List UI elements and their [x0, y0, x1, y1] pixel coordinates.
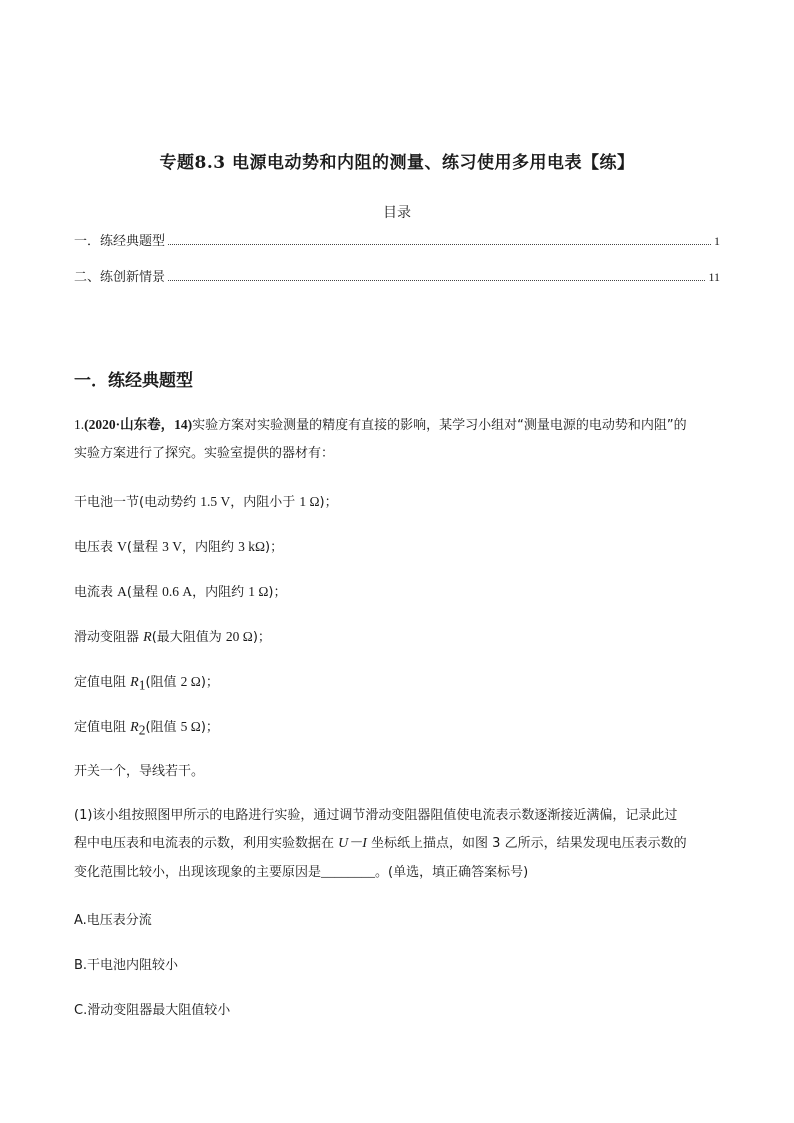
- symbol: V: [117, 539, 127, 554]
- text: 干电池一节(电动势约: [74, 495, 201, 510]
- toc-leader-dots: [168, 234, 711, 245]
- text: 电压表: [74, 540, 118, 555]
- section-heading: 一．练经典题型: [74, 371, 193, 391]
- toc-item-1[interactable]: [74, 230, 720, 249]
- question-part1: [74, 802, 724, 887]
- text: 定值电阻: [74, 675, 131, 690]
- text: )；: [200, 675, 219, 690]
- text: )；: [200, 720, 219, 735]
- material-resistor1: [74, 668, 724, 700]
- symbol: A: [117, 584, 127, 599]
- part1-line2: 程中电压表和电流表的示数，利用实验数据在: [74, 836, 339, 851]
- question-intro-line1: 实验方案对实验测量的精度有直接的影响，某学习小组对“测量电源的电动势和内阻”的: [192, 418, 687, 433]
- option-a[interactable]: A.电压表分流: [74, 913, 152, 928]
- text: (最大阻值为: [151, 630, 226, 645]
- toc-heading: 目录: [383, 205, 411, 221]
- material-resistor2: [74, 713, 724, 745]
- material-voltmeter: [74, 533, 724, 562]
- part1-line3: 变化范围比较小，出现该现象的主要原因是: [74, 865, 322, 880]
- text: )；: [252, 630, 271, 645]
- value: 3 kΩ: [238, 539, 266, 554]
- symbol: R: [143, 630, 152, 645]
- value: 5 Ω: [180, 719, 201, 734]
- text: )；: [319, 495, 338, 510]
- text: 定值电阻: [74, 720, 131, 735]
- symbol: R: [130, 675, 139, 690]
- answer-blank[interactable]: ________: [321, 864, 376, 879]
- part1-line1: (1)该小组按照图甲所示的电路进行实验，通过调节滑动变阻器阻值使电流表示数逐渐接近满偏，记录此过: [74, 808, 678, 823]
- subscript: 1: [138, 677, 146, 693]
- text: )；: [265, 540, 284, 555]
- value: 1.5 V: [200, 494, 231, 509]
- value: 0.6 A: [162, 584, 193, 599]
- text: (阻值: [145, 720, 181, 735]
- material-switch: 开关一个，导线若干。: [74, 764, 205, 779]
- text: ，内阻约: [192, 585, 249, 600]
- toc-item-page: 11: [708, 270, 720, 284]
- text: ，内阻小于: [230, 495, 300, 510]
- symbol: R: [130, 720, 139, 735]
- question-intro: [74, 411, 724, 468]
- material-rheostat: [74, 623, 724, 652]
- value: 1 Ω: [248, 584, 269, 599]
- text: (阻值: [145, 675, 181, 690]
- text: (量程: [126, 585, 163, 600]
- text: 电流表: [74, 585, 118, 600]
- question-number: 1.: [74, 417, 85, 432]
- value: 3 V: [162, 539, 182, 554]
- question-source: (2020·山东卷，14): [84, 417, 193, 432]
- option-b[interactable]: B.干电池内阻较小: [74, 958, 179, 973]
- toc-item-label: 二、练创新情景: [74, 270, 166, 285]
- axis-symbol: U－I: [338, 836, 367, 851]
- text: ，内阻约: [181, 540, 239, 555]
- value: 20 Ω: [225, 629, 253, 644]
- value: 1 Ω: [299, 494, 320, 509]
- toc-item-2[interactable]: [74, 266, 720, 285]
- material-ammeter: [74, 578, 724, 607]
- text: (量程: [126, 540, 163, 555]
- toc-item-page: 1: [714, 234, 720, 248]
- text: 滑动变阻器: [74, 630, 144, 645]
- text: )；: [268, 585, 287, 600]
- part1-line3: 。(单选，填正确答案标号): [375, 865, 529, 880]
- option-c[interactable]: C.滑动变阻器最大阻值较小: [74, 1003, 231, 1018]
- material-battery: [74, 488, 724, 517]
- subscript: 2: [138, 722, 146, 738]
- toc-leader-dots: [168, 270, 705, 281]
- part1-line2: 坐标纸上描点，如图 3 乙所示，结果发现电压表示数的: [366, 836, 687, 851]
- question-intro-line2: 实验方案进行了探究。实验室提供的器材有：: [74, 446, 335, 461]
- page-title: 专题8.3 电源电动势和内阻的测量、练习使用多用电表【练】: [159, 153, 635, 173]
- value: 2 Ω: [180, 674, 201, 689]
- toc-item-label: 一．练经典题型: [74, 234, 166, 249]
